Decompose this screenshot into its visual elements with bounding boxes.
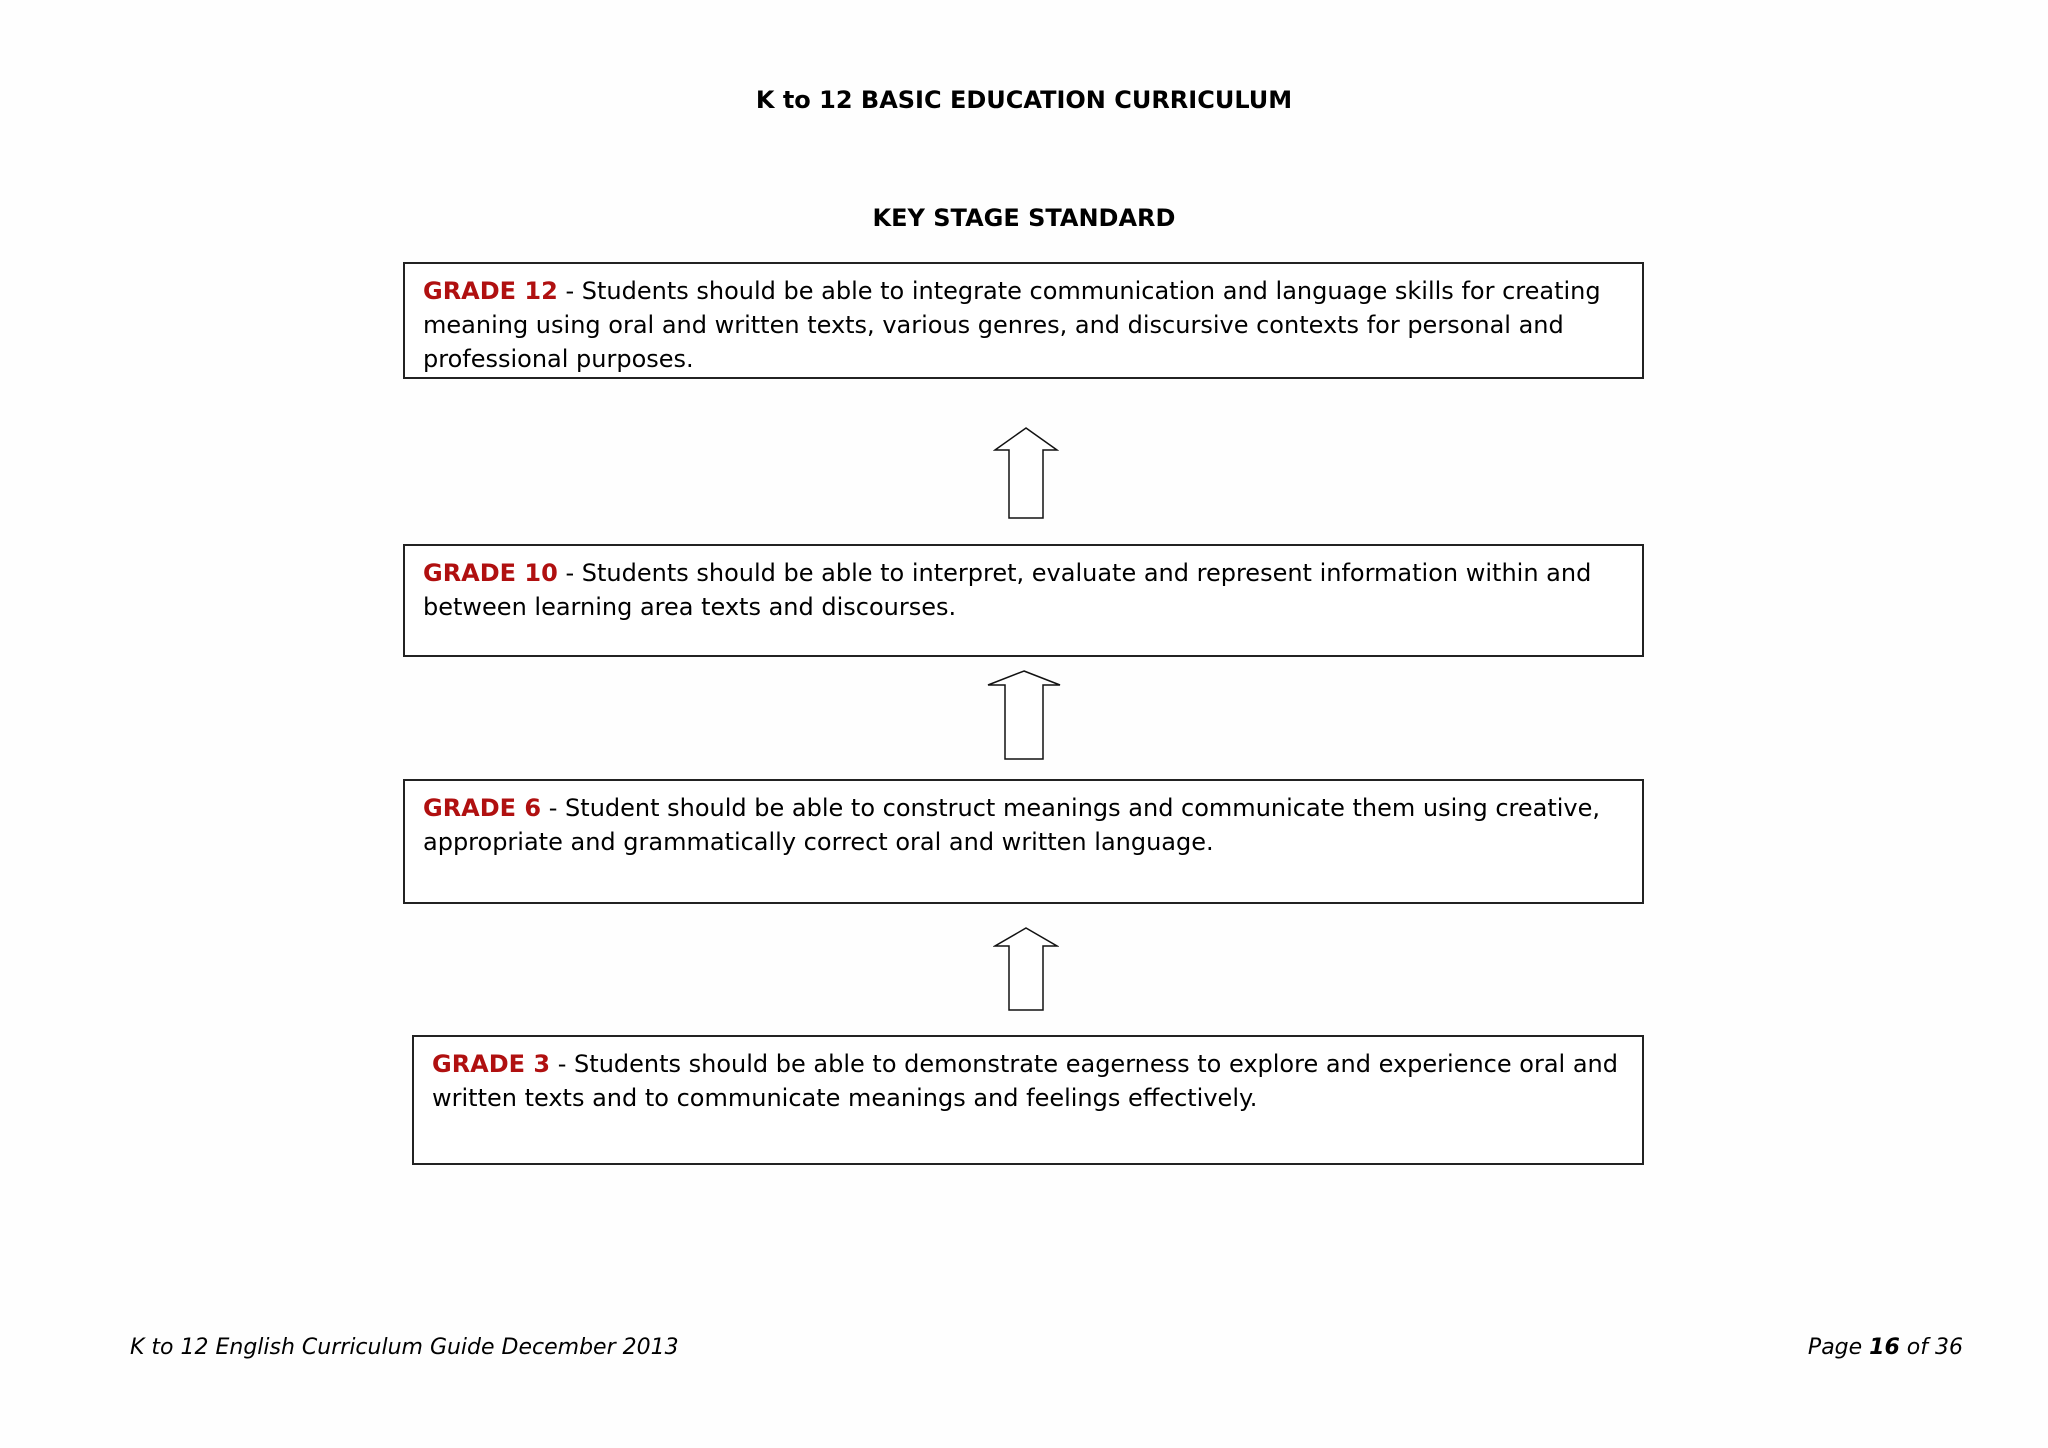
grade-10-standard-box — [403, 544, 1644, 657]
grade-6-standard-box — [403, 779, 1644, 904]
section-title: KEY STAGE STANDARD — [872, 204, 1176, 232]
up-arrow-icon — [993, 926, 1059, 1012]
page-current: 16 — [1869, 1335, 1900, 1360]
grade-description: - Student should be able to construct meanings and communicate them using creative, appropriate and grammatically correct oral and written language. — [423, 794, 1601, 856]
page-total: 36 — [1935, 1335, 1963, 1360]
up-arrow-icon — [993, 426, 1059, 520]
grade-label: GRADE 12 — [423, 277, 558, 305]
document-header-title: K to 12 BASIC EDUCATION CURRICULUM — [755, 86, 1293, 114]
grade-12-standard-box — [403, 262, 1644, 379]
grade-label: GRADE 10 — [423, 559, 558, 587]
footer-document-title: K to 12 English Curriculum Guide December 2013 — [130, 1335, 679, 1360]
page-prefix: Page — [1807, 1335, 1870, 1360]
grade-description: - Students should be able to interpret, evaluate and represent information within and between learning area texts and discourses. — [423, 559, 1592, 621]
grade-description: - Students should be able to integrate communication and language skills for creating meaning using oral and written texts, various genres, and discursive contexts for personal and professional purposes. — [423, 277, 1601, 373]
grade-3-standard-box — [412, 1035, 1644, 1165]
grade-description: - Students should be able to demonstrate eagerness to explore and experience oral and written texts and to communicate meanings and feelings effectively. — [432, 1050, 1618, 1112]
up-arrow-icon — [986, 669, 1062, 761]
footer-page-number — [1808, 1335, 1963, 1360]
grade-label: GRADE 3 — [432, 1050, 551, 1078]
page-separator: of — [1899, 1335, 1935, 1360]
grade-label: GRADE 6 — [423, 794, 542, 822]
